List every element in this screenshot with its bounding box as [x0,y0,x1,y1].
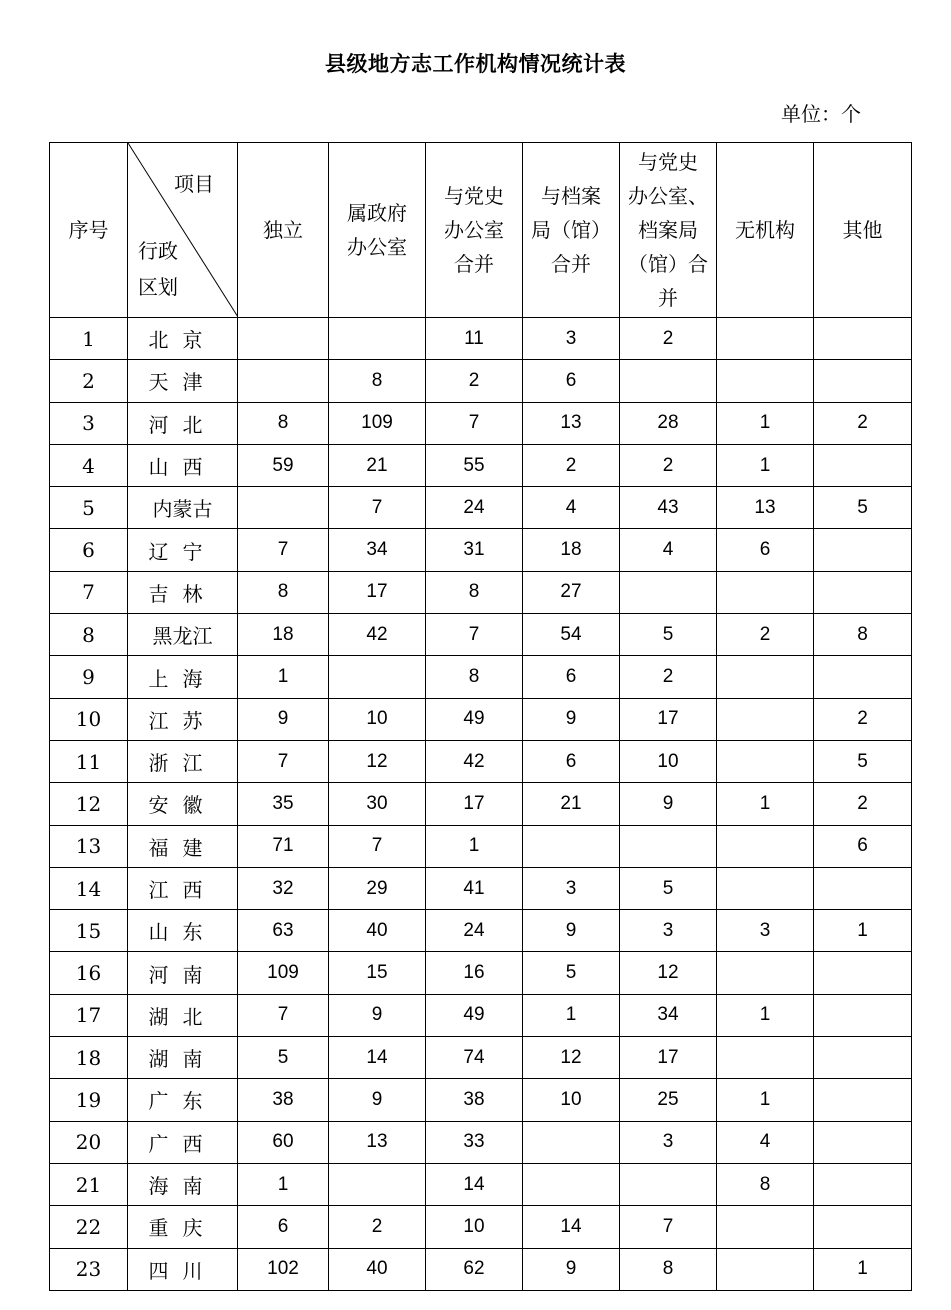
value-cell: 3 [523,318,620,360]
value-cell [717,1037,814,1079]
value-cell: 12 [523,1037,620,1079]
value-cell: 34 [620,994,717,1036]
value-cell [814,1206,912,1248]
header-row [50,143,912,318]
seq-cell: 5 [50,487,128,529]
value-cell: 49 [426,994,523,1036]
value-cell: 27 [523,571,620,613]
value-cell [814,1079,912,1121]
seq-cell: 19 [50,1079,128,1121]
value-cell: 10 [426,1206,523,1248]
header-text: 办公室 [444,218,504,242]
value-cell: 21 [523,783,620,825]
region-cell: 山东 [128,910,238,952]
value-cell [717,1248,814,1290]
seq-cell: 22 [50,1206,128,1248]
value-cell: 14 [523,1206,620,1248]
value-cell [620,825,717,867]
header-text: 办公室 [347,235,407,259]
table-row [50,487,912,529]
seq-cell: 21 [50,1163,128,1205]
value-cell [620,571,717,613]
value-cell: 42 [329,614,426,656]
table-row [50,571,912,613]
value-cell: 31 [426,529,523,571]
value-cell: 9 [523,910,620,952]
region-cell: 江西 [128,867,238,909]
region-cell: 湖北 [128,994,238,1036]
value-cell: 25 [620,1079,717,1121]
seq-cell: 20 [50,1121,128,1163]
value-cell: 2 [523,444,620,486]
value-cell: 4 [717,1121,814,1163]
value-cell [814,1163,912,1205]
region-cell: 重庆 [128,1206,238,1248]
value-cell [238,360,329,402]
table-row [50,529,912,571]
table-row [50,783,912,825]
value-cell: 1 [717,402,814,444]
value-cell: 17 [426,783,523,825]
value-cell: 5 [814,740,912,782]
value-cell [814,571,912,613]
value-cell [523,1121,620,1163]
value-cell [523,1163,620,1205]
table-row [50,614,912,656]
region-cell: 湖南 [128,1037,238,1079]
header-text: 与党史 [638,150,698,174]
table-row [50,444,912,486]
seq-cell: 3 [50,402,128,444]
value-cell: 33 [426,1121,523,1163]
value-cell [814,360,912,402]
value-cell: 17 [620,698,717,740]
value-cell: 55 [426,444,523,486]
value-cell: 7 [426,614,523,656]
value-cell: 1 [814,1248,912,1290]
value-cell [717,825,814,867]
value-cell: 6 [523,740,620,782]
value-cell: 63 [238,910,329,952]
header-col-party-archives [620,143,717,318]
value-cell: 7 [238,529,329,571]
value-cell: 54 [523,614,620,656]
header-text: 属政府 [347,201,407,225]
value-cell: 10 [523,1079,620,1121]
value-cell [329,656,426,698]
region-cell: 河南 [128,952,238,994]
table-row [50,910,912,952]
value-cell: 4 [620,529,717,571]
value-cell: 12 [620,952,717,994]
value-cell: 38 [238,1079,329,1121]
header-region-line1: 行政 [138,239,178,263]
value-cell: 8 [620,1248,717,1290]
unit-label: 单位：个 [781,102,861,126]
value-cell: 5 [620,867,717,909]
value-cell: 3 [523,867,620,909]
header-text: 档案局 [638,218,698,242]
table-title: 县级地方志工作机构情况统计表 [325,52,626,76]
value-cell [717,740,814,782]
seq-cell: 17 [50,994,128,1036]
value-cell: 71 [238,825,329,867]
table-row [50,952,912,994]
header-text: 合并 [454,252,494,276]
value-cell [238,487,329,529]
seq-cell: 8 [50,614,128,656]
seq-cell: 14 [50,867,128,909]
seq-cell: 12 [50,783,128,825]
value-cell: 17 [620,1037,717,1079]
value-cell: 1 [717,444,814,486]
seq-cell: 23 [50,1248,128,1290]
header-text: 与党史 [444,184,504,208]
value-cell: 1 [717,783,814,825]
value-cell: 12 [329,740,426,782]
value-cell: 6 [523,656,620,698]
value-cell: 2 [329,1206,426,1248]
header-text: 并 [658,286,678,310]
seq-cell: 13 [50,825,128,867]
seq-cell: 6 [50,529,128,571]
value-cell: 41 [426,867,523,909]
value-cell: 2 [620,318,717,360]
header-diagonal-cell [128,143,238,318]
value-cell: 9 [329,994,426,1036]
table-row [50,1163,912,1205]
value-cell: 17 [329,571,426,613]
value-cell: 24 [426,487,523,529]
value-cell: 2 [620,444,717,486]
table-row [50,656,912,698]
value-cell [814,952,912,994]
table-row [50,402,912,444]
value-cell: 13 [523,402,620,444]
value-cell: 5 [620,614,717,656]
region-cell: 吉林 [128,571,238,613]
value-cell: 6 [238,1206,329,1248]
header-text: 局（馆） [531,218,611,242]
header-col-gov-office [329,143,426,318]
table-body [50,318,912,1291]
value-cell: 7 [238,994,329,1036]
value-cell: 15 [329,952,426,994]
value-cell: 3 [717,910,814,952]
seq-cell: 4 [50,444,128,486]
region-cell: 四川 [128,1248,238,1290]
value-cell: 9 [329,1079,426,1121]
value-cell: 62 [426,1248,523,1290]
value-cell: 6 [814,825,912,867]
value-cell [814,444,912,486]
value-cell: 8 [814,614,912,656]
value-cell [717,952,814,994]
value-cell: 60 [238,1121,329,1163]
value-cell: 2 [814,698,912,740]
value-cell: 35 [238,783,329,825]
value-cell: 6 [523,360,620,402]
region-cell: 黑龙江 [128,614,238,656]
header-text: 合并 [551,252,591,276]
value-cell: 7 [329,825,426,867]
value-cell [238,318,329,360]
value-cell: 8 [238,402,329,444]
value-cell: 42 [426,740,523,782]
value-cell: 3 [620,1121,717,1163]
value-cell: 13 [717,487,814,529]
region-cell: 北京 [128,318,238,360]
value-cell: 7 [426,402,523,444]
value-cell: 109 [329,402,426,444]
region-cell: 上海 [128,656,238,698]
value-cell: 2 [814,402,912,444]
value-cell: 1 [238,656,329,698]
value-cell [814,1121,912,1163]
value-cell: 49 [426,698,523,740]
value-cell: 5 [523,952,620,994]
table-row [50,994,912,1036]
region-cell: 江苏 [128,698,238,740]
value-cell: 40 [329,910,426,952]
value-cell: 8 [717,1163,814,1205]
value-cell: 3 [620,910,717,952]
region-cell: 天津 [128,360,238,402]
value-cell: 18 [523,529,620,571]
seq-cell: 7 [50,571,128,613]
region-cell: 河北 [128,402,238,444]
value-cell [329,1163,426,1205]
value-cell [717,1206,814,1248]
value-cell: 102 [238,1248,329,1290]
value-cell: 32 [238,867,329,909]
value-cell [717,571,814,613]
value-cell [523,825,620,867]
value-cell: 8 [238,571,329,613]
table-row [50,318,912,360]
value-cell: 7 [238,740,329,782]
region-cell: 安徽 [128,783,238,825]
value-cell: 74 [426,1037,523,1079]
header-text: 其他 [842,218,883,242]
value-cell: 4 [523,487,620,529]
table-row [50,1248,912,1290]
value-cell: 43 [620,487,717,529]
value-cell: 8 [426,656,523,698]
value-cell: 18 [238,614,329,656]
value-cell [717,867,814,909]
table-row [50,867,912,909]
seq-cell: 9 [50,656,128,698]
value-cell: 24 [426,910,523,952]
header-text: 办公室、 [628,184,708,208]
value-cell: 29 [329,867,426,909]
region-cell: 山西 [128,444,238,486]
value-cell: 9 [523,1248,620,1290]
seq-cell: 15 [50,910,128,952]
value-cell: 7 [329,487,426,529]
value-cell: 8 [426,571,523,613]
value-cell: 2 [717,614,814,656]
header-col-archives [523,143,620,318]
seq-cell: 10 [50,698,128,740]
header-region-label [138,233,178,305]
value-cell: 1 [426,825,523,867]
value-cell: 14 [426,1163,523,1205]
header-col-other [814,143,912,318]
seq-cell: 1 [50,318,128,360]
value-cell [814,529,912,571]
region-cell: 广西 [128,1121,238,1163]
table-row [50,825,912,867]
header-region-line2: 区划 [138,275,178,299]
value-cell: 13 [329,1121,426,1163]
header-col-independent [238,143,329,318]
value-cell [620,1163,717,1205]
value-cell: 7 [620,1206,717,1248]
header-col-party-history [426,143,523,318]
value-cell: 21 [329,444,426,486]
value-cell: 1 [717,994,814,1036]
value-cell: 9 [238,698,329,740]
region-cell: 浙江 [128,740,238,782]
seq-cell: 18 [50,1037,128,1079]
value-cell [717,698,814,740]
value-cell: 9 [620,783,717,825]
seq-cell: 16 [50,952,128,994]
value-cell [717,360,814,402]
value-cell: 2 [814,783,912,825]
value-cell [620,360,717,402]
table-row [50,698,912,740]
value-cell: 34 [329,529,426,571]
stats-table [49,142,912,1291]
table-row [50,360,912,402]
value-cell: 38 [426,1079,523,1121]
value-cell: 16 [426,952,523,994]
table-row [50,1037,912,1079]
value-cell [717,318,814,360]
region-cell: 内蒙古 [128,487,238,529]
value-cell: 40 [329,1248,426,1290]
seq-cell: 2 [50,360,128,402]
region-cell: 海南 [128,1163,238,1205]
value-cell [814,1037,912,1079]
header-text: 独立 [263,218,303,242]
value-cell: 5 [814,487,912,529]
region-cell: 辽宁 [128,529,238,571]
header-text: （馆）合 [628,252,708,276]
value-cell: 5 [238,1037,329,1079]
value-cell: 1 [814,910,912,952]
value-cell [814,867,912,909]
table-row [50,1079,912,1121]
value-cell: 109 [238,952,329,994]
value-cell: 1 [717,1079,814,1121]
value-cell: 2 [426,360,523,402]
region-cell: 福建 [128,825,238,867]
value-cell [717,656,814,698]
header-text: 与档案 [541,184,601,208]
value-cell: 8 [329,360,426,402]
value-cell [329,318,426,360]
value-cell: 30 [329,783,426,825]
value-cell [814,318,912,360]
value-cell: 28 [620,402,717,444]
value-cell: 14 [329,1037,426,1079]
value-cell: 1 [238,1163,329,1205]
value-cell: 59 [238,444,329,486]
header-text: 无机构 [735,218,795,242]
value-cell: 6 [717,529,814,571]
value-cell: 1 [523,994,620,1036]
region-cell: 广东 [128,1079,238,1121]
value-cell [814,994,912,1036]
header-col-no-agency [717,143,814,318]
value-cell: 10 [329,698,426,740]
table-row [50,1206,912,1248]
table-row [50,740,912,782]
table-row [50,1121,912,1163]
seq-cell: 11 [50,740,128,782]
value-cell: 11 [426,318,523,360]
header-seq: 序号 [50,143,128,318]
value-cell [814,656,912,698]
value-cell: 2 [620,656,717,698]
header-item-label: 项目 [174,172,214,196]
value-cell: 10 [620,740,717,782]
value-cell: 9 [523,698,620,740]
